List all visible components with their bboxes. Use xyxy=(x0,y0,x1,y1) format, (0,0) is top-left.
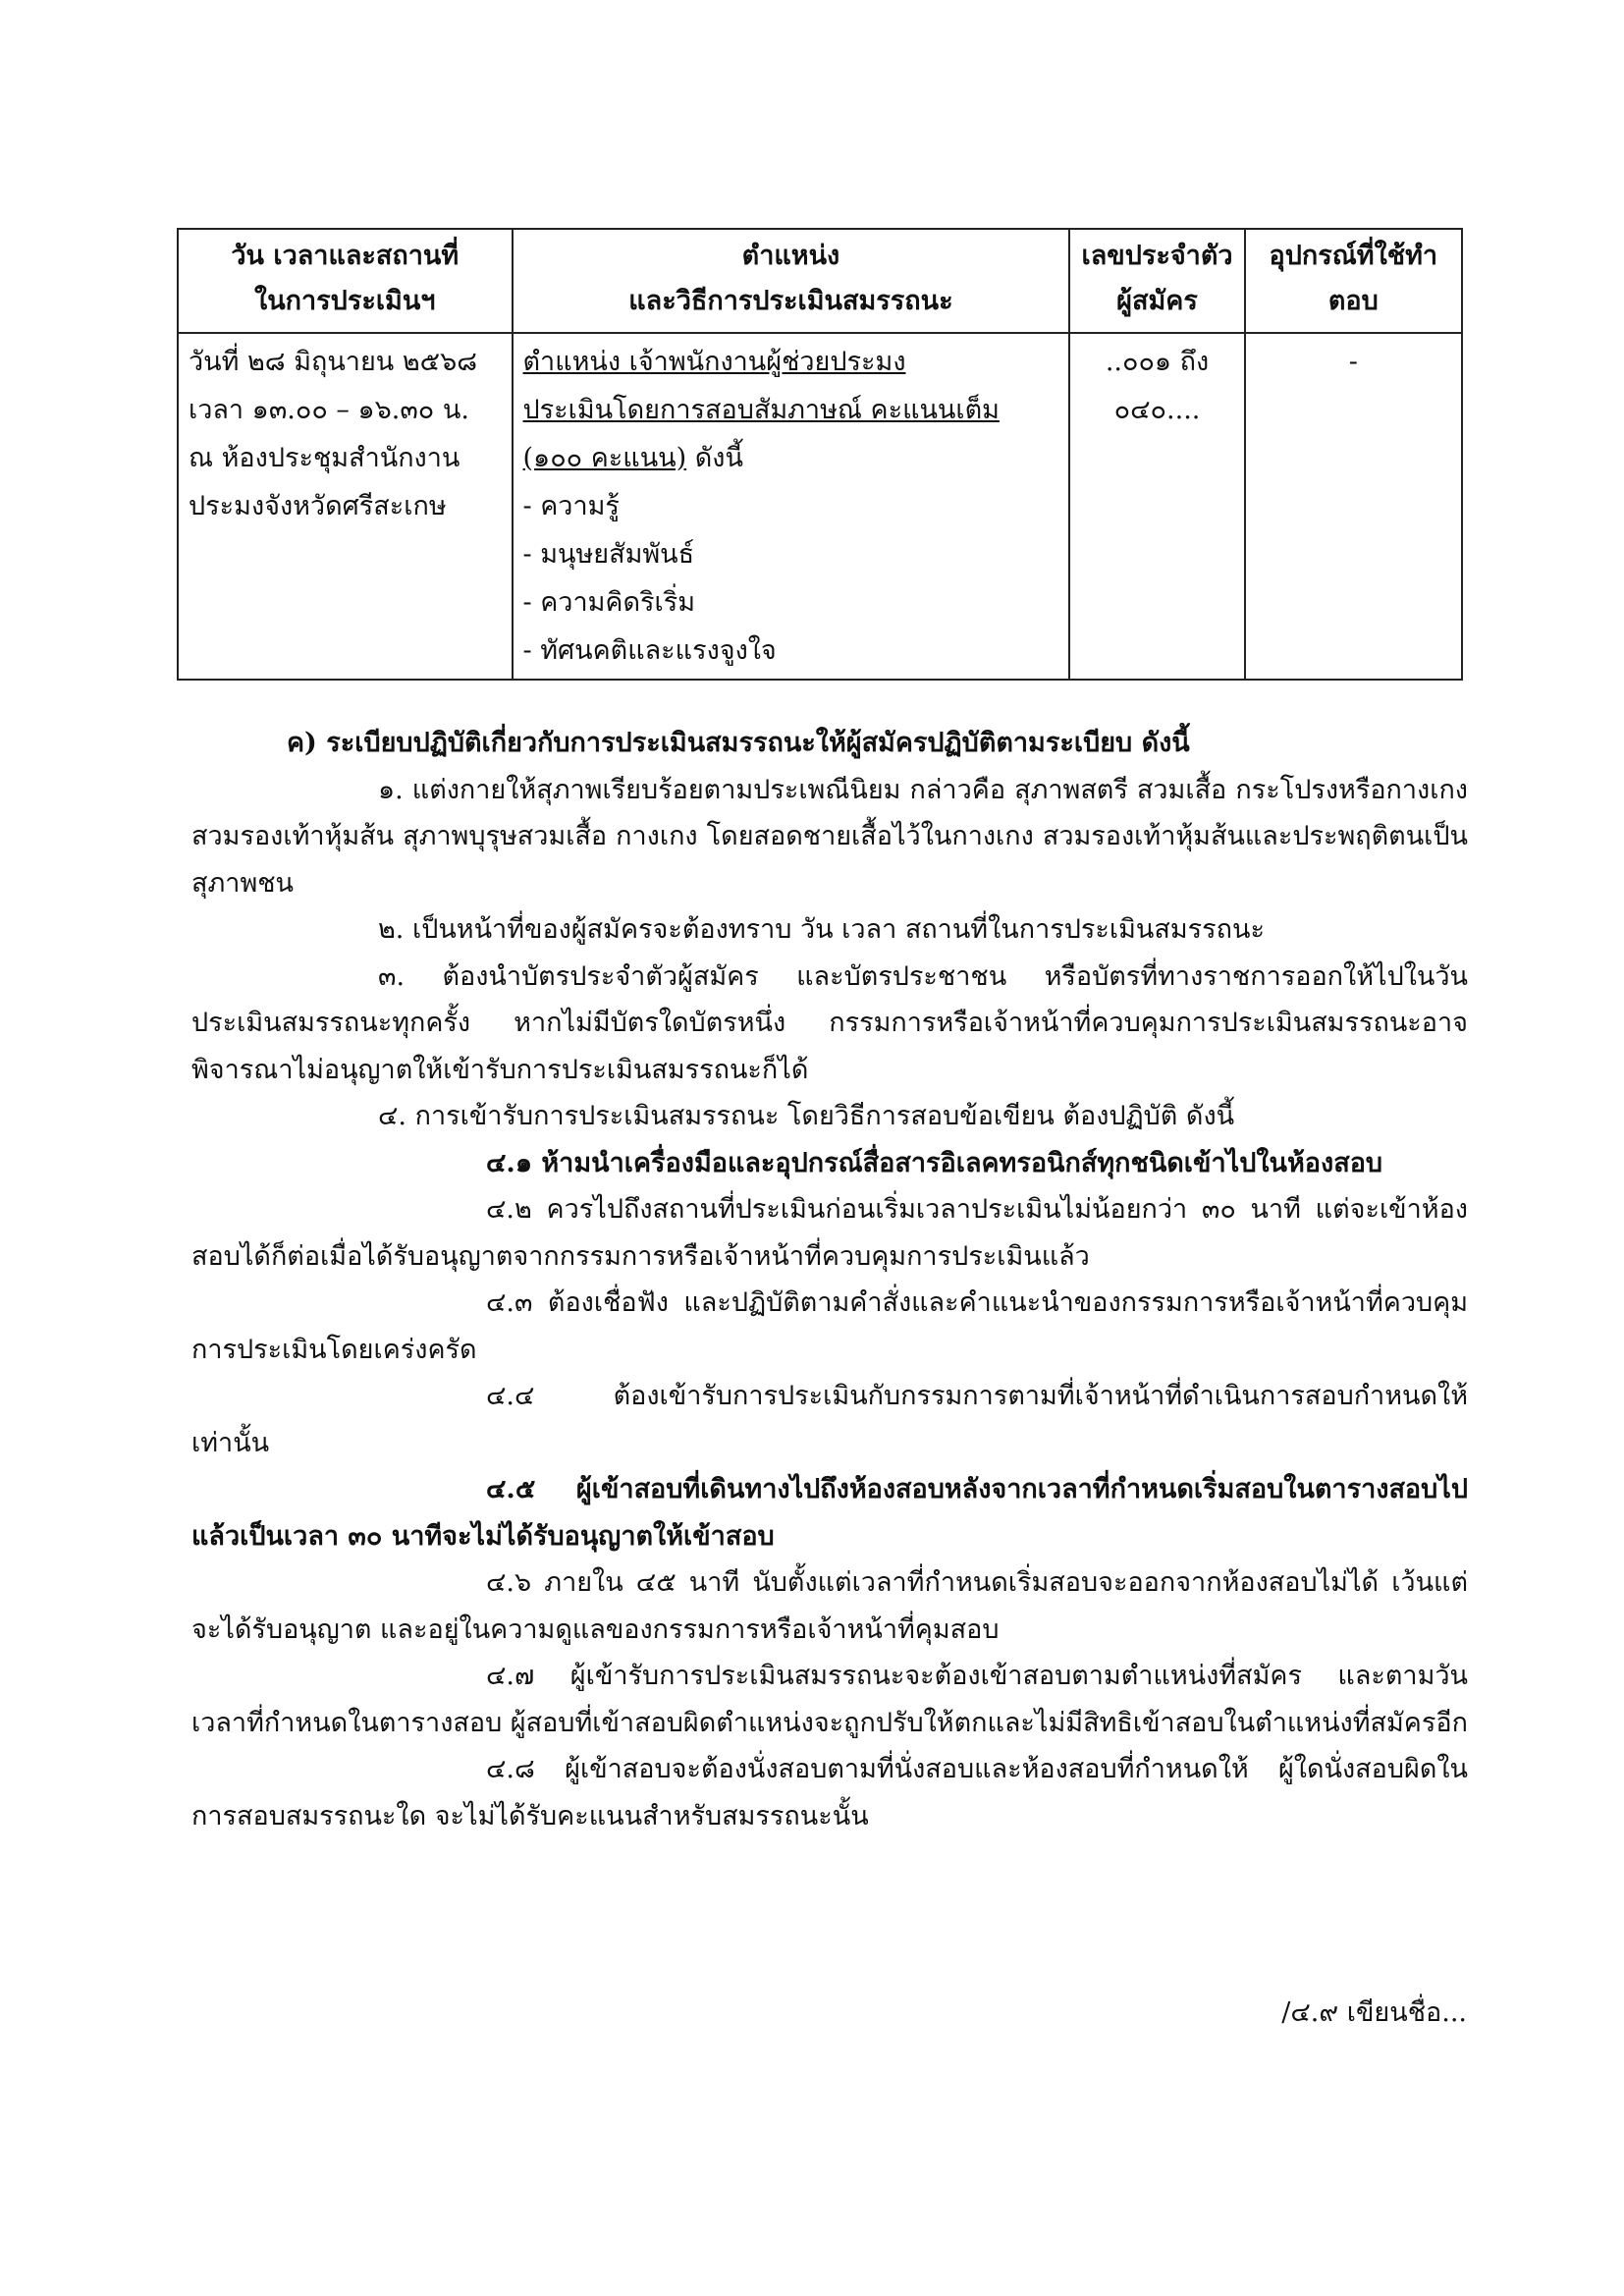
rule-subitem: ๔.๒ ควรไปถึงสถานที่ประเมินก่อนเริ่มเวลาประเมินไม่น้อยกว่า ๓๐ นาที แต่จะเข้าห้องสอบได้ก็ต่อเมื่อได้รับอนุญาตจากกรรมการหรือเจ้าหน้าที่ควบคุมการประเมินแล้ว xyxy=(191,1194,1468,1272)
criteria-item: - ความรู้ xyxy=(522,491,620,521)
criteria-item: - ความคิดริเริ่ม xyxy=(522,587,696,618)
header-position: ตำแหน่ง และวิธีการประเมินสมรรถนะ xyxy=(513,229,1070,333)
cell-equipment: - xyxy=(1245,333,1462,680)
position-line: ตำแหน่ง เจ้าพนักงานผู้ช่วยประมง xyxy=(522,347,906,377)
rule-item: ๑. แต่งกายให้สุภาพเรียบร้อยตามประเพณีนิยม กล่าวคือ สุภาพสตรี สวมเสื้อ กระโปรงหรือกางเกง สวมรองเท้าหุ้มส้น สุภาพบุรุษสวมเสื้อ กางเกง โดยสอดชายเสื้อไว้ในกางเกง สวมรองเท้าหุ้มส้นและประพฤติตนเป็นสุภาพชน xyxy=(191,774,1468,899)
rule-subitem: ๔.๑ ห้ามนำเครื่องมือและอุปกรณ์สื่อสารอิเลคทรอนิกส์ทุกชนิดเข้าไปในห้องสอบ xyxy=(486,1147,1383,1178)
schedule-table xyxy=(177,228,1463,681)
cell-applicant-id: ..๐๐๑ ถึง ๐๔๐.... xyxy=(1069,333,1244,680)
rule-subitem: ๔.๔ ต้องเข้ารับการประเมินกับกรรมการตามที่เจ้าหน้าที่ดำเนินการสอบกำหนดให้เท่านั้น xyxy=(191,1381,1468,1458)
header-applicant-id: เลขประจำตัว ผู้สมัคร xyxy=(1069,229,1244,333)
header-equipment: อุปกรณ์ที่ใช้ทำ ตอบ xyxy=(1245,229,1462,333)
criteria-item: - ทัศนคติและแรงจูงใจ xyxy=(522,635,777,666)
table-header-row xyxy=(178,229,1462,333)
datetime-line: เวลา ๑๓.๐๐ – ๑๖.๓๐ น. xyxy=(189,395,469,425)
criteria-item: - มนุษยสัมพันธ์ xyxy=(522,539,695,570)
datetime-line: ประมงจังหวัดศรีสะเกษ xyxy=(189,491,447,521)
rule-item: ๔. การเข้ารับการประเมินสมรรถนะ โดยวิธีการสอบข้อเขียน ต้องปฏิบัติ ดังนี้ xyxy=(378,1101,1235,1131)
rule-subitem: ๔.๗ ผู้เข้ารับการประเมินสมรรถนะจะต้องเข้าสอบตามตำแหน่งที่สมัคร และตามวันเวลาที่กำหนดในตารางสอบ ผู้สอบที่เข้าสอบผิดตำแหน่งจะถูกปรับให้ตกและไม่มีสิทธิเข้าสอบในตำแหน่งที่สมัครอีก xyxy=(191,1661,1468,1738)
cell-position xyxy=(513,333,1070,680)
rule-subitem: ๔.๓ ต้องเชื่อฟัง และปฏิบัติตามคำสั่งและคำแนะนำของกรรมการหรือเจ้าหน้าที่ควบคุมการประเมินโดยเคร่งครัด xyxy=(191,1287,1468,1365)
rule-subitem: ๔.๘ ผู้เข้าสอบจะต้องนั่งสอบตามที่นั่งสอบและห้องสอบที่กำหนดให้ ผู้ใดนั่งสอบผิดในการสอบสมรรถนะใด จะไม่ได้รับคะแนนสำหรับสมรรถนะนั้น xyxy=(191,1754,1468,1831)
table-row xyxy=(178,333,1462,680)
rule-subitem: ๔.๖ ภายใน ๔๕ นาที นับตั้งแต่เวลาที่กำหนดเริ่มสอบจะออกจากห้องสอบไม่ได้ เว้นแต่จะได้รับอนุญาต และอยู่ในความดูแลของกรรมการหรือเจ้าหน้าที่คุมสอบ xyxy=(191,1567,1468,1645)
rule-subitem: ๔.๕ ผู้เข้าสอบที่เดินทางไปถึงห้องสอบหลังจากเวลาที่กำหนดเริ่มสอบในตารางสอบไปแล้วเป็นเวลา ๓๐ นาทีจะไม่ได้รับอนุญาตให้เข้าสอบ xyxy=(191,1474,1468,1552)
rule-item: ๓. ต้องนำบัตรประจำตัวผู้สมัคร และบัตรประชาชน หรือบัตรที่ทางราชการออกให้ไปในวันประเมินสมรรถนะทุกครั้ง หากไม่มีบัตรใดบัตรหนึ่ง กรรมการหรือเจ้าหน้าที่ควบคุมการประเมินสมรรถนะอาจพิจารณาไม่อนุญาตให้เข้ารับการประเมินสมรรถนะก็ได้ xyxy=(191,960,1468,1085)
rules-section xyxy=(191,720,1468,1839)
rule-item: ๒. เป็นหน้าที่ของผู้สมัครจะต้องทราบ วัน เวลา สถานที่ในการประเมินสมรรถนะ xyxy=(378,914,1265,945)
position-line: ประเมินโดยการสอบสัมภาษณ์ คะแนนเต็ม xyxy=(522,395,1000,425)
page-continuation: /๔.๙ เขียนชื่อ... xyxy=(1281,1997,1467,2028)
cell-datetime xyxy=(178,333,513,680)
header-datetime: วัน เวลาและสถานที่ ในการประเมินฯ xyxy=(178,229,513,333)
datetime-line: วันที่ ๒๘ มิถุนายน ๒๕๖๘ xyxy=(189,347,478,377)
rules-heading: ค) ระเบียบปฏิบัติเกี่ยวกับการประเมินสมรรถนะให้ผู้สมัครปฏิบัติตามระเบียบ ดังนี้ xyxy=(287,728,1190,758)
position-line: (๑๐๐ คะแนน) ดังนี้ xyxy=(522,443,743,473)
datetime-line: ณ ห้องประชุมสำนักงาน xyxy=(189,443,460,473)
